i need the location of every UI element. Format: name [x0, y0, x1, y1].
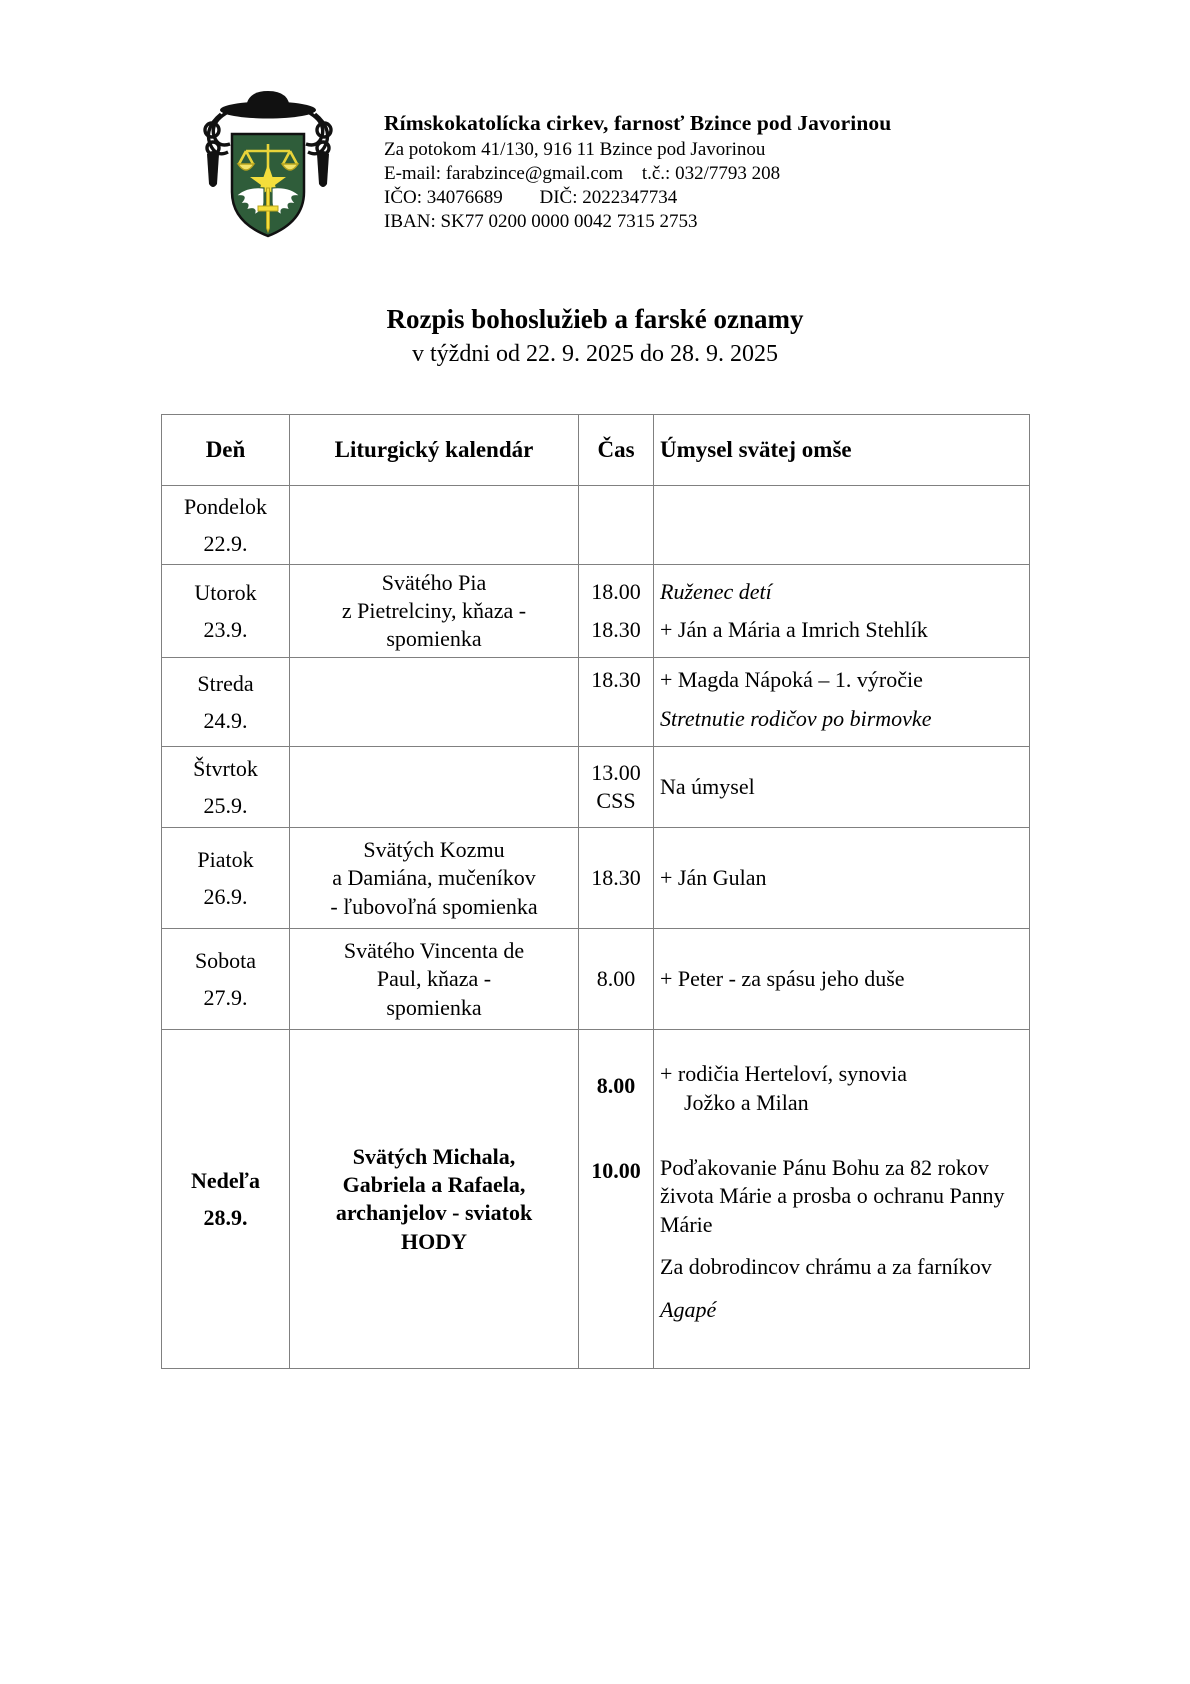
table-row	[162, 486, 1030, 565]
letterhead	[0, 0, 1190, 238]
dic-value: 2022347734	[582, 187, 678, 209]
day-date: 28.9.	[203, 1205, 248, 1231]
calendar-line: Paul, kňaza -	[376, 966, 492, 992]
dic-label: DIČ:	[539, 187, 578, 209]
day-name: Piatok	[197, 846, 254, 872]
calendar-line: spomienka	[386, 994, 482, 1020]
intent-cell	[654, 565, 1030, 658]
calendar-line: Svätých Michala,	[352, 1144, 516, 1170]
time-value: 18.00	[591, 578, 641, 604]
calendar-line: - ľubovoľná spomienka	[330, 893, 538, 919]
time-cell: 8.00	[579, 929, 654, 1030]
intent-note: Stretnutie rodičov po birmovke	[660, 706, 932, 732]
time-value: 8.00	[596, 1073, 636, 1099]
column-header-intent: Úmysel svätej omše	[654, 415, 1030, 486]
calendar-cell	[290, 565, 579, 658]
intent-cell	[654, 486, 1030, 565]
calendar-cell	[290, 929, 579, 1030]
intent-line: Poďakovanie Pánu Bohu za 82 rokov života Márie a prosba o ochranu Panny Márie	[660, 1154, 1005, 1237]
intent-cell	[654, 1030, 1030, 1369]
time-value: 18.30	[591, 617, 641, 643]
day-date: 27.9.	[203, 985, 248, 1011]
organization-contact	[384, 162, 891, 186]
time-value: 13.00	[591, 759, 641, 785]
day-name: Štvrtok	[193, 755, 258, 781]
calendar-feast: HODY	[401, 1228, 467, 1254]
calendar-cell	[290, 658, 579, 747]
day-date: 25.9.	[203, 793, 248, 819]
time-cell	[579, 1030, 654, 1369]
calendar-line: a Damiána, mučeníkov	[332, 865, 536, 891]
mass-schedule-table	[161, 414, 1030, 1369]
table-row	[162, 658, 1030, 747]
intent-note: Agapé	[660, 1297, 717, 1323]
intent-text: + rodičia Herteloví, synovia	[660, 1061, 908, 1087]
time-location: CSS	[596, 788, 636, 814]
phone-value: 032/7793 208	[675, 162, 781, 184]
schedule-table-container	[161, 414, 1029, 1369]
calendar-cell	[290, 747, 579, 828]
coat-of-arms-icon	[188, 88, 348, 238]
calendar-cell	[290, 486, 579, 565]
intent-line: Za dobrodincov chrámu a za farníkov	[660, 1254, 992, 1280]
intent-cell: + Ján Gulan	[654, 828, 1030, 929]
organization-address: Za potokom 41/130, 916 11 Bzince pod Javorinou	[384, 138, 766, 160]
table-row	[162, 929, 1030, 1030]
table-row	[162, 747, 1030, 828]
organization-name: Rímskokatolícka cirkev, farnosť Bzince pod Javorinou	[384, 111, 892, 135]
column-header-day: Deň	[162, 415, 290, 486]
page-subtitle: v týždni od 22. 9. 2025 do 28. 9. 2025	[412, 341, 778, 367]
calendar-cell	[290, 1030, 579, 1369]
email-value: farabzince@gmail.com	[445, 162, 624, 184]
table-row	[162, 828, 1030, 929]
calendar-cell	[290, 828, 579, 929]
time-cell	[579, 565, 654, 658]
day-name: Sobota	[194, 947, 257, 973]
page-title: Rozpis bohoslužieb a farské oznamy	[386, 304, 804, 334]
organization-registration	[384, 186, 891, 210]
time-value: 10.00	[591, 1158, 641, 1184]
column-header-time: Čas	[579, 415, 654, 486]
table-row	[162, 565, 1030, 658]
column-header-calendar: Liturgický kalendár	[290, 415, 579, 486]
calendar-line: z Pietrelciny, kňaza -	[341, 598, 527, 624]
time-cell: 18.30	[579, 828, 654, 929]
day-date: 23.9.	[203, 617, 248, 643]
organization-details	[384, 88, 891, 235]
calendar-line: Svätého Pia	[381, 570, 487, 595]
intent-line	[660, 1060, 1023, 1117]
intent-line: Ruženec detí	[660, 578, 772, 604]
day-name: Pondelok	[183, 493, 268, 519]
ico-value: 34076689	[426, 187, 503, 209]
day-cell	[162, 747, 290, 828]
day-cell	[162, 658, 290, 747]
day-date: 24.9.	[203, 708, 248, 734]
time-cell	[579, 747, 654, 828]
day-cell	[162, 828, 290, 929]
day-cell	[162, 486, 290, 565]
day-cell	[162, 1030, 290, 1369]
calendar-line: archanjelov - sviatok	[335, 1200, 533, 1226]
day-cell	[162, 929, 290, 1030]
calendar-line: Svätého Vincenta de	[343, 938, 525, 964]
email-label: E-mail:	[384, 162, 441, 184]
time-cell	[579, 486, 654, 565]
day-cell	[162, 565, 290, 658]
day-name: Nedeľa	[191, 1167, 260, 1193]
ico-label: IČO:	[384, 187, 422, 209]
intent-cell	[654, 658, 1030, 747]
calendar-line: Svätých Kozmu	[363, 837, 505, 863]
table-header-row	[162, 415, 1030, 486]
day-date: 26.9.	[203, 884, 248, 910]
document-title-block	[0, 304, 1190, 368]
time-cell: 18.30	[579, 658, 654, 747]
table-row	[162, 1030, 1030, 1369]
intent-line: + Ján a Mária a Imrich Stehlík	[660, 617, 928, 643]
iban-label: IBAN:	[384, 211, 436, 233]
phone-label: t.č.:	[641, 162, 671, 184]
organization-iban	[384, 210, 891, 234]
iban-value: SK77 0200 0000 0042 7315 2753	[440, 211, 698, 233]
intent-cell: + Peter - za spásu jeho duše	[654, 929, 1030, 1030]
intent-line: + Magda Nápoká – 1. výročie	[660, 667, 923, 693]
calendar-line: spomienka	[386, 626, 482, 652]
calendar-line: Gabriela a Rafaela,	[342, 1172, 526, 1198]
intent-text-cont: Jožko a Milan	[684, 1090, 809, 1116]
day-name: Utorok	[194, 579, 257, 605]
intent-cell: Na úmysel	[654, 747, 1030, 828]
day-date: 22.9.	[203, 531, 248, 556]
day-name: Streda	[197, 670, 254, 696]
